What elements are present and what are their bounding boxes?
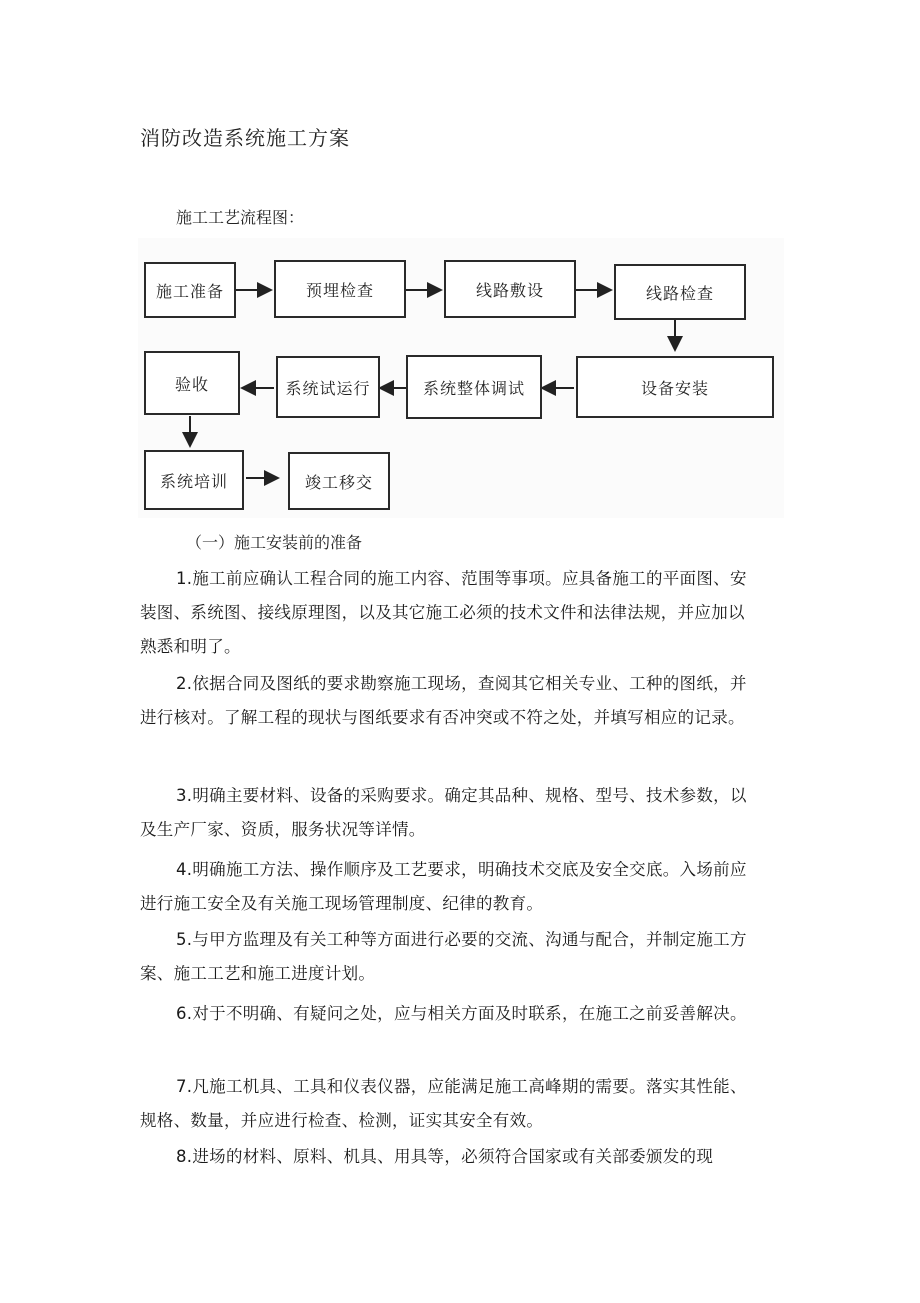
document-title: 消防改造系统施工方案 [140, 126, 350, 150]
process-flowchart [138, 238, 784, 518]
flowchart-label: 施工工艺流程图： [176, 208, 305, 227]
flow-step-8: 验收 [144, 351, 240, 415]
flow-step-5: 设备安装 [576, 356, 774, 418]
paragraph-5: 5.与甲方监理及有关工种等方面进行必要的交流、沟通与配合，并制定施工方案、施工工艺和施工进度计划。 [140, 929, 747, 983]
paragraph-7: 7.凡施工机具、工具和仪表仪器，应能满足施工高峰期的需要。落实其性能、规格、数量，并应进行检查、检测，证实其安全有效。 [140, 1076, 747, 1130]
flow-step-7: 系统试运行 [276, 356, 380, 418]
flow-step-1: 施工准备 [144, 262, 236, 318]
flow-step-9: 系统培训 [144, 450, 244, 510]
paragraph-3: 3.明确主要材料、设备的采购要求。确定其品种、规格、型号、技术参数，以及生产厂家、资质，服务状况等详情。 [140, 785, 747, 839]
flow-step-3: 线路敷设 [444, 260, 576, 318]
paragraph-1: 1.施工前应确认工程合同的施工内容、范围等事项。应具备施工的平面图、安装图、系统图、接线原理图，以及其它施工必须的技术文件和法律法规，并应加以熟悉和明了。 [140, 568, 747, 656]
flow-step-10: 竣工移交 [288, 452, 390, 510]
section-heading: （一）施工安装前的准备 [186, 533, 363, 552]
paragraph-6: 6.对于不明确、有疑问之处，应与相关方面及时联系，在施工之前妥善解决。 [176, 1003, 747, 1023]
paragraph-4: 4.明确施工方法、操作顺序及工艺要求，明确技术交底及安全交底。入场前应进行施工安全及有关施工现场管理制度、纪律的教育。 [140, 859, 747, 913]
flow-step-4: 线路检查 [614, 264, 746, 320]
paragraph-2: 2.依据合同及图纸的要求勘察施工现场，查阅其它相关专业、工种的图纸，并进行核对。了解工程的现状与图纸要求有否冲突或不符之处，并填写相应的记录。 [140, 673, 747, 727]
flow-step-2: 预埋检查 [274, 260, 406, 318]
paragraph-8: 8.进场的材料、原料、机具、用具等，必须符合国家或有关部委颁发的现 [176, 1146, 714, 1166]
flow-step-6: 系统整体调试 [406, 355, 542, 419]
